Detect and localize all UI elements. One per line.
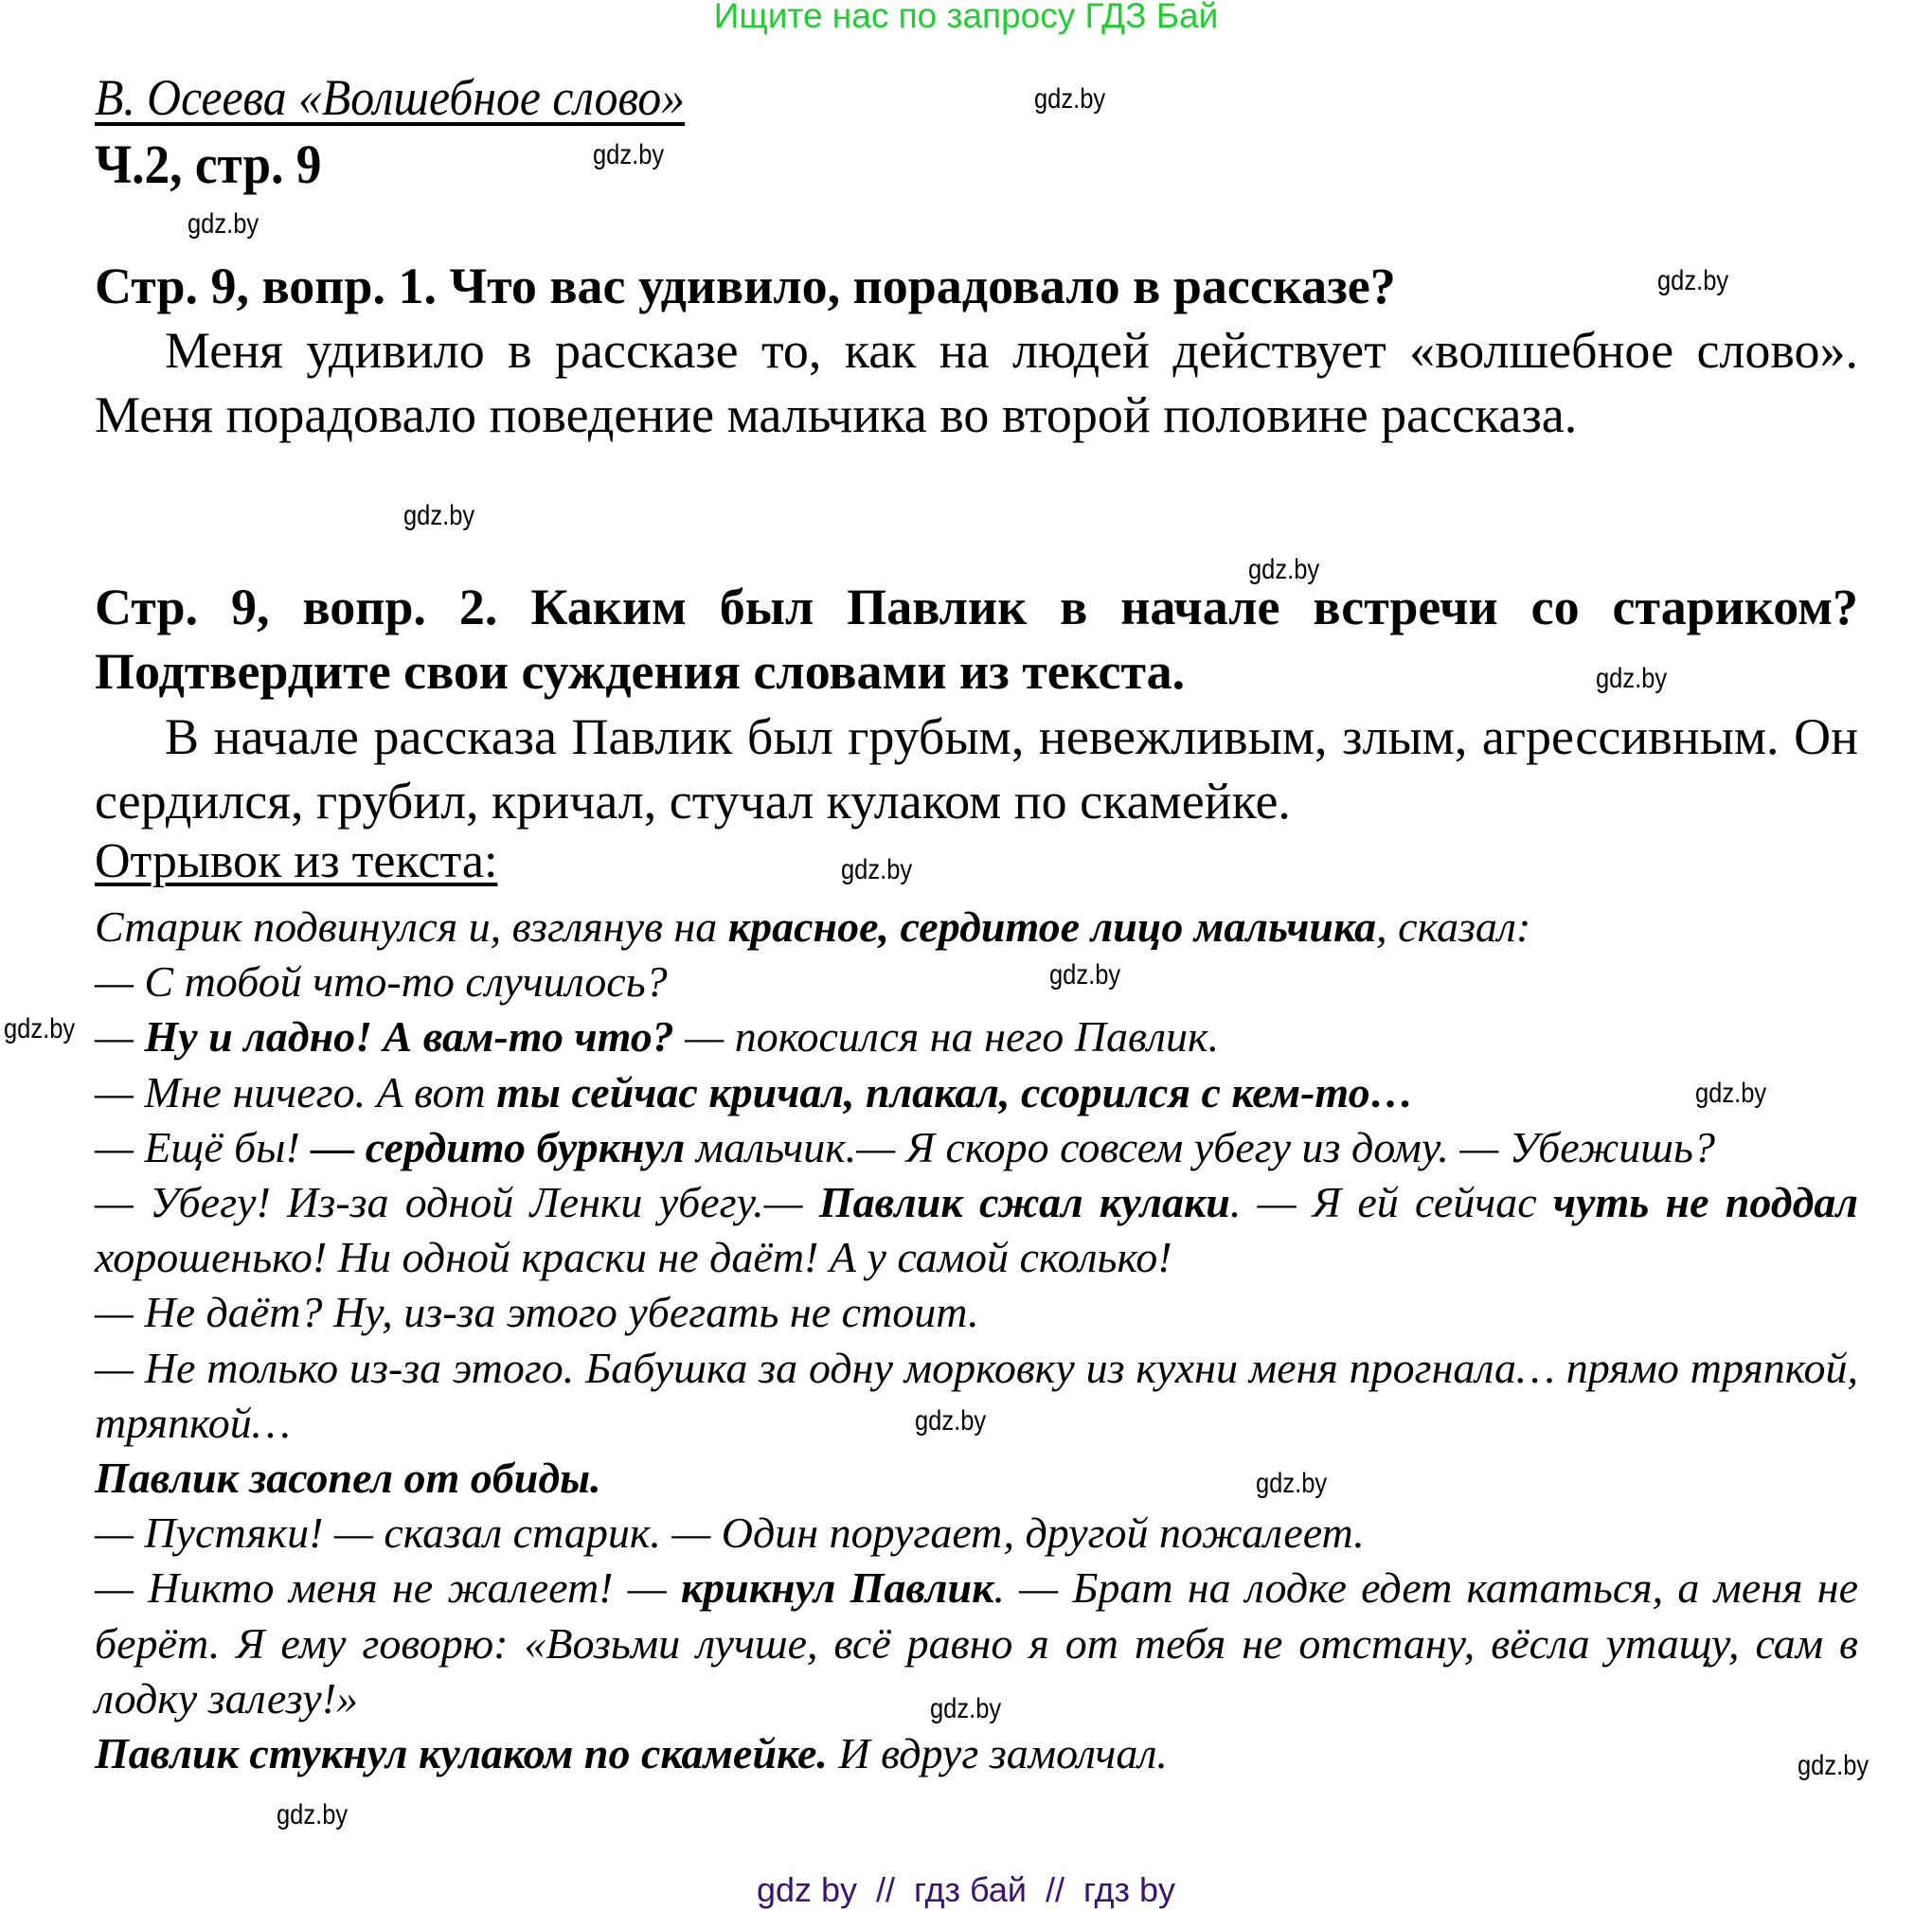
question-2: Стр. 9, вопр. 2. Каким был Павлик в начале встречи со стариком? Подтвердите свои суждения словами из текста. <box>95 579 1858 700</box>
excerpt-fragment: — покосился на него Павлик. <box>673 1012 1220 1062</box>
excerpt-bold-fragment: Павлик сжал кулаки <box>818 1178 1230 1227</box>
excerpt-fragment: Старик подвинулся и, взглянув на <box>95 902 728 951</box>
excerpt-bold-fragment: ты сейчас кричал, плакал, ссорился с кем-то… <box>496 1067 1414 1116</box>
watermark: gdz.by <box>1248 554 1320 585</box>
page-title: В. Осеева «Волшебное слово» <box>95 69 686 126</box>
footer-link[interactable]: gdz by <box>756 1870 858 1909</box>
watermark: gdz.by <box>1798 1750 1869 1781</box>
answer-2 <box>95 705 1858 833</box>
footer-link[interactable]: гдз by <box>1083 1870 1176 1909</box>
excerpt-line <box>95 1451 1858 1506</box>
excerpt-bold-fragment: чуть не поддал <box>1552 1178 1858 1227</box>
excerpt-fragment: хорошенько! Ни одной краски не даёт! А у самой сколько! <box>95 1233 1172 1282</box>
excerpt-fragment: — Пустяки! — сказал старик. — Один поругает, другой пожалеет. <box>95 1508 1365 1558</box>
excerpt-line <box>95 1175 1858 1285</box>
excerpt-line <box>95 955 1858 1009</box>
excerpt-label: Отрывок из текста: <box>95 834 498 888</box>
excerpt-bold-fragment: крикнул Павлик <box>680 1563 994 1613</box>
excerpt-line <box>95 1285 1858 1340</box>
excerpt-fragment: . — Брат на лодке едет кататься, а меня не берёт. Я ему говорю: «Возьми лучше, всё равно я от тебя не отстану, вёсла утащу, сам в лодку залезу!» <box>95 1563 1858 1723</box>
excerpt-fragment: . — Я ей сейчас <box>1229 1178 1553 1227</box>
watermark: gdz.by <box>4 1013 76 1044</box>
excerpt-fragment: — Никто меня не жалеет! — <box>95 1563 681 1613</box>
excerpt-fragment: — Ещё бы! <box>95 1122 312 1171</box>
excerpt-line <box>95 1120 1858 1175</box>
excerpt-fragment: , сказал: <box>1376 902 1531 951</box>
excerpt-line <box>95 1726 1858 1781</box>
footer-link[interactable]: гдз бай <box>914 1870 1027 1909</box>
excerpt-bold-fragment: Павлик засопел от обиды. <box>95 1454 601 1503</box>
excerpt-fragment: — Не только из-за этого. Бабушка за одну морковку из кухни меня прогнала… прямо тряпкой, тряпкой… <box>95 1343 1858 1447</box>
excerpt-fragment: И вдруг замолчал. <box>827 1729 1168 1778</box>
answer-2-text: В начале рассказа Павлик был грубым, невежливым, злым, агрессивным. Он сердился, грубил, кричал, стучал кулаком по скамейке. <box>95 708 1858 830</box>
watermark: gdz.by <box>1049 959 1121 991</box>
excerpt-line <box>95 1009 1858 1064</box>
excerpt-fragment: — <box>95 1012 145 1062</box>
excerpt-bold-fragment: Павлик стукнул кулаком по скамейке. <box>95 1729 828 1778</box>
excerpt-bold-fragment: Ну и ладно! А вам-то что? <box>144 1012 674 1062</box>
text-excerpt <box>95 900 1858 1781</box>
excerpt-fragment: — Убегу! Из-за одной Ленки убегу.— <box>95 1178 819 1227</box>
page-subtitle: Ч.2, стр. 9 <box>95 134 322 195</box>
watermark: gdz.by <box>1596 663 1668 694</box>
excerpt-line <box>95 1506 1858 1561</box>
search-banner: Ищите нас по запросу ГДЗ Бай <box>713 0 1219 35</box>
watermark: gdz.by <box>1256 1468 1328 1499</box>
watermark: gdz.by <box>403 500 475 531</box>
excerpt-line <box>95 900 1858 955</box>
footer-separator: // <box>1045 1870 1064 1909</box>
footer-separator: // <box>876 1870 896 1909</box>
answer-1-text: Меня удивило в рассказе то, как на людей действует «волшебное слово». Меня порадовало поведение мальчика во второй половине рассказа. <box>95 322 1858 443</box>
excerpt-line <box>95 1065 1858 1120</box>
watermark: gdz.by <box>593 139 665 170</box>
excerpt-fragment: — Мне ничего. А вот <box>95 1067 497 1116</box>
excerpt-bold-fragment: красное, сердитое лицо мальчика <box>727 902 1377 951</box>
watermark: gdz.by <box>1695 1078 1767 1109</box>
question-1: Стр. 9, вопр. 1. Что вас удивило, порадовало в рассказе? <box>95 258 1396 314</box>
watermark: gdz.by <box>930 1693 1002 1724</box>
excerpt-fragment: мальчик.— Я скоро совсем убегу из дому. — Убежишь? <box>685 1122 1715 1171</box>
excerpt-fragment: — Не даёт? Ну, из-за этого убегать не стоит. <box>95 1288 979 1337</box>
watermark: gdz.by <box>1034 83 1106 115</box>
watermark: gdz.by <box>188 208 259 240</box>
answer-1 <box>95 318 1858 447</box>
watermark: gdz.by <box>915 1405 987 1437</box>
excerpt-bold-fragment: — сердито буркнул <box>311 1122 686 1171</box>
excerpt-fragment: — С тобой что-то случилось? <box>95 957 668 1007</box>
watermark: gdz.by <box>277 1799 349 1830</box>
watermark: gdz.by <box>1657 265 1729 296</box>
watermark: gdz.by <box>841 854 913 885</box>
footer-links <box>0 1870 1932 1910</box>
